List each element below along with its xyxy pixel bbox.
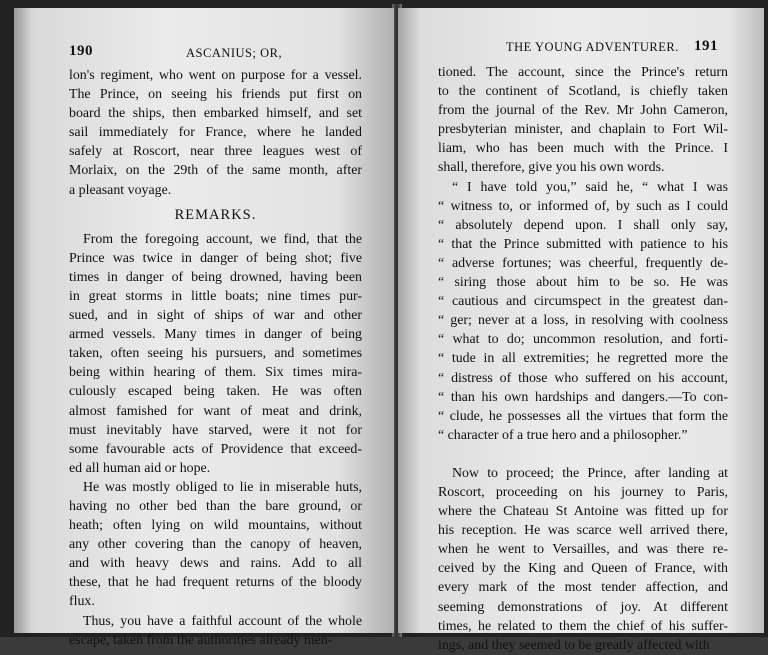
text-line: The Prince, on seeing his friends put first on — [69, 87, 362, 103]
text-line: shall, therefore, give you his own words. — [438, 160, 665, 176]
text-line: every mark of the most tender affection, and — [438, 580, 728, 596]
text-line: sued, and in sight of ships of war and other — [69, 308, 362, 324]
text-line: when he went to Versailles, and was there re- — [438, 542, 728, 558]
text-line: Morlaix, on the 29th of the same month, after — [69, 163, 362, 179]
text-line: “ ger; never at a loss, in resolving with coolness — [438, 313, 728, 329]
text-line: “ character of a true hero and a philosopher.” — [438, 427, 688, 443]
text-line: where the Chateau St Antoine was fitted up for — [438, 504, 728, 520]
text-line: ed all human aid or hope. — [69, 460, 211, 476]
text-line: From the foregoing account, we find, that the — [83, 231, 362, 247]
left-page-text — [69, 66, 362, 650]
text-line: Roscort, proceeding on his journey to Paris, — [438, 484, 728, 500]
text-line: some favourable acts of Providence that exceed- — [69, 441, 362, 457]
text-line: from the journal of the Rev. Mr John Cameron, — [438, 103, 728, 119]
text-line: “ than his own hardships and dangers.—To con- — [438, 389, 728, 405]
text-line: these, that he had frequent returns of the bloody — [69, 575, 362, 591]
text-line: “ clude, he possesses all the virtues that form the — [438, 408, 728, 424]
text-line: must inevitably have starved, were it not for — [69, 422, 362, 438]
right-page-number: 191 — [694, 38, 718, 54]
text-line: times, he related to them the chief of his suffer- — [438, 618, 728, 634]
right-page-text — [438, 63, 728, 655]
text-line: taken, often seeing his pursuers, and sometimes — [69, 346, 362, 362]
text-line: “ I have told you,” said he, “ what I was — [452, 179, 728, 195]
text-line: He was mostly obliged to lie in miserable huts, — [83, 479, 362, 495]
right-paragraph-2 — [438, 464, 728, 655]
text-line: heath; often lying on wild mountains, without — [69, 518, 362, 534]
right-paragraph-1 — [438, 63, 728, 178]
text-line: and with heavy dews and rains. Add to all — [69, 556, 362, 572]
text-line: liam, who has been much with the Prince. I — [438, 141, 728, 157]
text-line: armed vessels. Many times in danger of being — [69, 327, 362, 343]
text-line: “ witness to, or informed of, by such as I could — [438, 198, 728, 214]
text-line: “ tude in all extremities; he regretted more the — [438, 351, 728, 367]
text-line: board the ships, then embarked himself, and set — [69, 106, 362, 122]
text-line: ceived by the King and Queen of France, with — [438, 561, 728, 577]
text-line: flux. — [69, 594, 95, 610]
text-line: tioned. The account, since the Prince's return — [438, 65, 728, 80]
text-line: almost famished for want of meat and drink, — [69, 403, 362, 419]
remarks-heading: REMARKS. — [174, 206, 257, 223]
text-line: any other covering than the canopy of heaven, — [69, 537, 362, 553]
text-line: to the continent of Scotland, is chiefly taken — [438, 84, 728, 100]
right-running-head: THE YOUNG ADVENTURER. — [506, 40, 679, 54]
text-line: times in danger of being drowned, having been — [69, 269, 362, 285]
text-line: Prince was twice in danger of being shot; five — [69, 250, 362, 266]
text-line: having no other bed than the bare ground, or — [69, 498, 362, 514]
left-paragraph-4 — [69, 612, 362, 650]
text-line: culously escaped being taken. He was often — [69, 384, 362, 400]
text-line: sail immediately for France, where he landed — [69, 125, 362, 141]
left-paragraph-2 — [69, 230, 362, 478]
text-line: “ what to do; uncommon resolution, and forti- — [438, 332, 728, 348]
text-line: his reception. He was scarce well arrived there, — [438, 523, 728, 539]
left-page-number: 190 — [69, 43, 93, 59]
text-line: “ distress of those who suffered on his account, — [438, 370, 728, 386]
text-line: lon's regiment, who went on purpose for a vessel. — [69, 68, 362, 83]
text-line: “ adverse fortunes; was cheerful, frequently de- — [438, 255, 728, 271]
text-line: “ that the Prince submitted with patience to his — [438, 236, 728, 252]
left-running-head: ASCANIUS; OR, — [186, 46, 283, 60]
text-line: presbyterian minister, and chaplain to Fort Wil- — [438, 122, 728, 138]
text-line: escape, taken from the authorities already men- — [69, 632, 333, 648]
left-paragraph-3 — [69, 478, 362, 612]
text-line: a pleasant voyage. — [69, 182, 172, 198]
right-page — [398, 8, 764, 653]
text-line: safely at Roscort, near three leagues west of — [69, 144, 362, 160]
text-line: Thus, you have a faithful account of the whole — [83, 613, 362, 629]
text-line: “ siring those about him to be so. He was — [438, 275, 728, 291]
text-line: seeming demonstrations of joy. At different — [438, 599, 728, 615]
right-quotation — [438, 178, 728, 445]
text-line: “ cautious and circumspect in the greatest dan- — [438, 294, 728, 310]
text-line: in great storms in little boats; nine times pur- — [69, 288, 362, 304]
text-line: “ absolutely depend upon. I shall only say, — [438, 217, 728, 233]
left-page — [14, 8, 394, 648]
text-line: Now to proceed; the Prince, after landing at — [452, 465, 728, 481]
text-line: being within hearing of them. Six times mira- — [69, 365, 362, 381]
left-paragraph-1 — [69, 66, 362, 200]
text-line: ings, and they seemed to be greatly affected with — [438, 637, 710, 653]
